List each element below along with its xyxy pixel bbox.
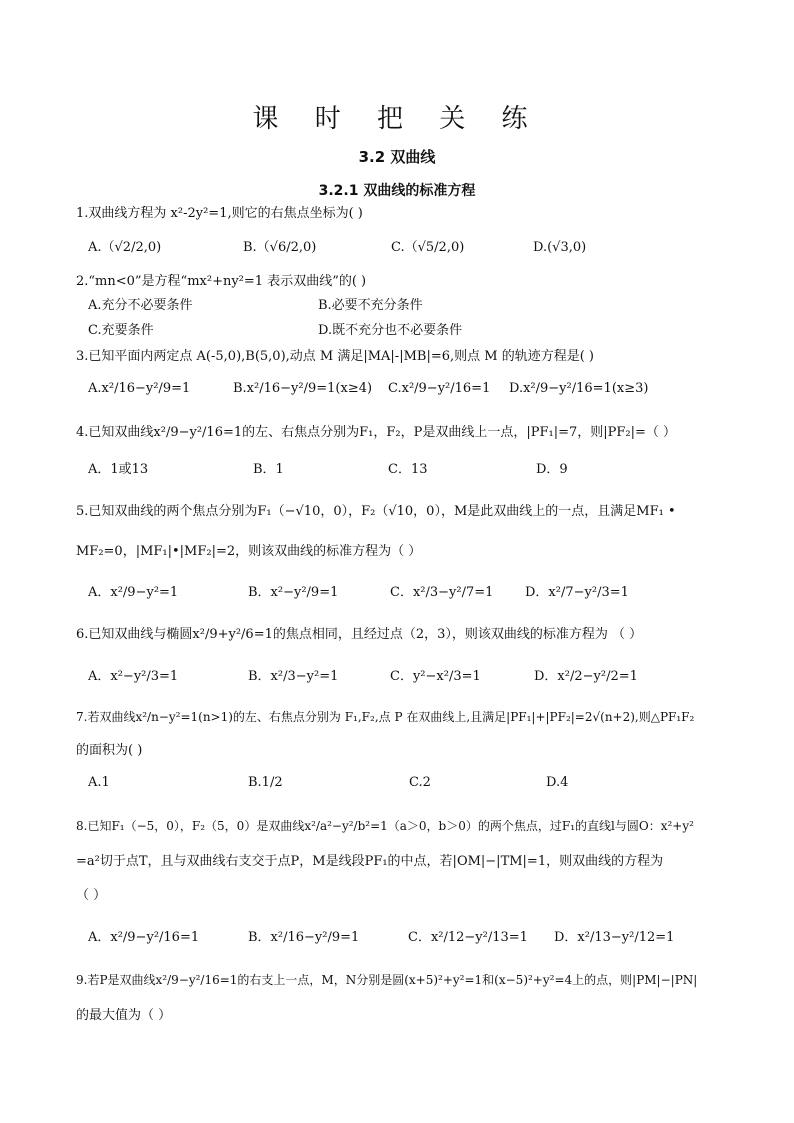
option-d: D．x²/7−y²/3=1 — [525, 585, 629, 600]
section-heading: 3.2 双曲线 — [358, 148, 436, 166]
question-7-options — [88, 773, 728, 793]
option-c: C.x²/9−y²/16=1 — [388, 381, 491, 396]
question-2-options-row2 — [88, 321, 728, 341]
option-b: B.x²/16−y²/9=1(x≥4) — [233, 381, 373, 396]
option-a: A．x²/9−y²/16=1 — [88, 930, 200, 945]
question-8-line-2: =a²切于点T，且与双曲线右支交于点P，M是线段PF₁的中点，若|OM|−|TM|=1，则双曲线的方程为 — [76, 854, 664, 869]
question-9-line-2: 的最大值为（ ） — [76, 1008, 172, 1023]
option-b: B．x²−y²/9=1 — [248, 585, 339, 600]
option-d: D．x²/13−y²/12=1 — [554, 930, 675, 945]
question-1-options — [88, 238, 728, 258]
option-a: A.x²/16−y²/9=1 — [88, 381, 191, 396]
option-b: B．1 — [253, 462, 284, 477]
question-6-options — [88, 667, 728, 687]
page-title: 课 时 把 关 练 — [252, 104, 542, 134]
question-9-line-1: 9.若P是双曲线x²/9−y²/16=1的右支上一点，M，N分别是圆(x+5)²+y²=1和(x−5)²+y²=4上的点，则|PM|−|PN| — [76, 973, 698, 987]
option-d: D.x²/9−y²/16=1(x≥3) — [509, 381, 649, 396]
option-c: C．x²/3−y²/7=1 — [390, 585, 494, 600]
question-8-options — [88, 928, 728, 948]
option-a: A．x²/9−y²=1 — [88, 585, 179, 600]
option-c: C.2 — [409, 775, 431, 790]
option-a: A．x²−y²/3=1 — [88, 669, 179, 684]
option-d: D．x²/2−y²/2=1 — [534, 669, 638, 684]
question-8-line-3: （ ） — [76, 888, 107, 903]
option-c: C．x²/12−y²/13=1 — [408, 930, 528, 945]
option-c: C．y²−x²/3=1 — [390, 669, 481, 684]
option-d: D.既不充分也不必要条件 — [318, 323, 463, 338]
option-b: B．x²/3−y²=1 — [248, 669, 339, 684]
question-6: 6.已知双曲线与椭圆x²/9+y²/6=1的焦点相同，且经过点（2，3），则该双曲线的标准方程为 （ ） — [76, 627, 643, 642]
question-3-options — [88, 379, 728, 399]
option-b: B.1/2 — [248, 775, 283, 790]
option-d: D．9 — [536, 462, 568, 477]
question-1: 1.双曲线方程为 x²-2y²=1,则它的右焦点坐标为( ) — [76, 206, 363, 221]
question-4-options — [88, 460, 728, 480]
question-7-line-1: 7.若双曲线x²/n−y²=1(n>1)的左、右焦点分别为 F₁,F₂,点 P 在双曲线上,且满足|PF₁|+|PF₂|=2√(n+2),则△PF₁F₂ — [76, 710, 695, 724]
option-c: C．13 — [388, 462, 428, 477]
question-5-options — [88, 583, 728, 603]
question-3: 3.已知平面内两定点 A(-5,0),B(5,0),动点 M 满足|MA|-|MB|=6,则点 M 的轨迹方程是( ) — [76, 349, 594, 364]
option-a: A.1 — [88, 775, 110, 790]
question-8-line-1: 8.已知F₁（−5，0），F₂（5，0）是双曲线x²/a²−y²/b²=1（a＞0，b＞0）的两个焦点，过F₁的直线l与圆O：x²+y² — [76, 819, 694, 833]
question-7-line-2: 的面积为( ) — [76, 743, 143, 758]
question-2: 2.“mn<0”是方程“mx²+ny²=1 表示双曲线”的( ) — [76, 274, 367, 289]
question-5-line-1: 5.已知双曲线的两个焦点分别为F₁（−√10，0），F₂（√10，0），M是此双曲线上的一点，且满足MF₁ • — [76, 504, 676, 519]
option-b: B.必要不充分条件 — [318, 298, 423, 313]
question-5-line-2: MF₂=0，|MF₁|•|MF₂|=2，则该双曲线的标准方程为（ ） — [76, 544, 422, 559]
option-b: B.（√6/2,0) — [243, 240, 317, 255]
question-4: 4.已知双曲线x²/9−y²/16=1的左、右焦点分别为F₁，F₂，P是双曲线上一点，|PF₁|=7，则|PF₂|=（ ） — [76, 425, 677, 440]
subsection-heading: 3.2.1 双曲线的标准方程 — [318, 183, 476, 199]
option-c: C.（√5/2,0) — [391, 240, 465, 255]
option-a: A.充分不必要条件 — [88, 298, 193, 313]
option-a: A.（√2/2,0) — [88, 240, 162, 255]
question-2-options-row1 — [88, 296, 728, 316]
option-d: D.4 — [546, 775, 569, 790]
option-d: D.(√3,0) — [533, 240, 587, 255]
option-b: B．x²/16−y²/9=1 — [248, 930, 360, 945]
option-c: C.充要条件 — [88, 323, 154, 338]
option-a: A．1或13 — [88, 462, 149, 477]
